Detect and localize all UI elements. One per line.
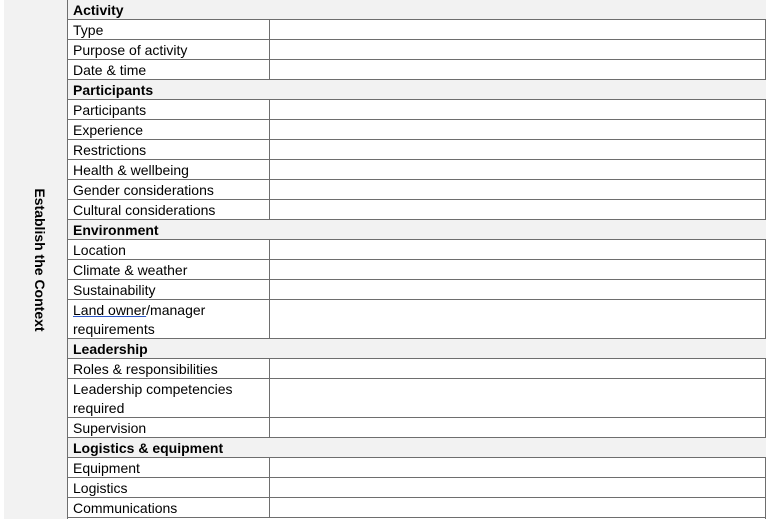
entry-cell[interactable] bbox=[270, 60, 766, 79]
table-row bbox=[68, 160, 766, 180]
row-label: Leadership competencies required bbox=[68, 379, 270, 417]
side-header-column bbox=[4, 0, 68, 519]
entry-cell[interactable] bbox=[270, 458, 766, 477]
entry-cell[interactable] bbox=[270, 40, 766, 59]
row-label: Gender considerations bbox=[68, 180, 270, 199]
row-label: Type bbox=[68, 20, 270, 39]
row-label: Logistics bbox=[68, 478, 270, 497]
row-label: Land owner/manager requirements bbox=[68, 300, 270, 338]
section-title: Activity bbox=[73, 2, 124, 18]
row-label: Roles & responsibilities bbox=[68, 359, 270, 378]
entry-cell[interactable] bbox=[270, 260, 766, 279]
entry-cell[interactable] bbox=[270, 478, 766, 497]
entry-cell[interactable] bbox=[270, 200, 766, 219]
table-row bbox=[68, 60, 766, 80]
entry-cell[interactable] bbox=[270, 180, 766, 199]
table-row bbox=[68, 300, 766, 339]
side-label: Establish the Context bbox=[32, 188, 48, 332]
table-row bbox=[68, 240, 766, 260]
entry-cell[interactable] bbox=[270, 300, 766, 338]
entry-cell[interactable] bbox=[270, 359, 766, 378]
table-row bbox=[68, 280, 766, 300]
table-row bbox=[68, 478, 766, 498]
entry-cell[interactable] bbox=[270, 100, 766, 119]
section-header-row bbox=[68, 339, 766, 359]
row-label: Communications bbox=[68, 498, 270, 517]
section-title: Logistics & equipment bbox=[73, 440, 224, 456]
table-row bbox=[68, 140, 766, 160]
row-label: Participants bbox=[68, 100, 270, 119]
table-row bbox=[68, 20, 766, 40]
row-label: Restrictions bbox=[68, 140, 270, 159]
row-label: Location bbox=[68, 240, 270, 259]
row-label: Date & time bbox=[68, 60, 270, 79]
entry-cell[interactable] bbox=[270, 379, 766, 417]
entry-cell[interactable] bbox=[270, 418, 766, 437]
section-header-row bbox=[68, 438, 766, 458]
row-label: Climate & weather bbox=[68, 260, 270, 279]
table-row bbox=[68, 498, 766, 518]
entry-cell[interactable] bbox=[270, 240, 766, 259]
table-row bbox=[68, 458, 766, 478]
table-row bbox=[68, 180, 766, 200]
table-row bbox=[68, 260, 766, 280]
section-title: Participants bbox=[73, 82, 154, 98]
section-header-row bbox=[68, 80, 766, 100]
section-header-row bbox=[68, 220, 766, 240]
table-row bbox=[68, 40, 766, 60]
entry-cell[interactable] bbox=[270, 280, 766, 299]
section-title: Leadership bbox=[73, 341, 148, 357]
table-row bbox=[68, 418, 766, 438]
row-label: Health & wellbeing bbox=[68, 160, 270, 179]
entry-cell[interactable] bbox=[270, 140, 766, 159]
entry-cell[interactable] bbox=[270, 160, 766, 179]
section-title: Environment bbox=[73, 222, 159, 238]
table-row bbox=[68, 120, 766, 140]
row-label: Experience bbox=[68, 120, 270, 139]
table-row bbox=[68, 200, 766, 220]
row-label: Supervision bbox=[68, 418, 270, 437]
entry-cell[interactable] bbox=[270, 120, 766, 139]
section-header-row bbox=[68, 0, 766, 20]
underlined-text: Land owner bbox=[73, 302, 147, 318]
row-label: Sustainability bbox=[68, 280, 270, 299]
entry-cell[interactable] bbox=[270, 20, 766, 39]
row-label: Cultural considerations bbox=[68, 200, 270, 219]
table-row bbox=[68, 379, 766, 418]
table-row bbox=[68, 359, 766, 379]
entry-cell[interactable] bbox=[270, 498, 766, 517]
table-row bbox=[68, 100, 766, 120]
row-label: Equipment bbox=[68, 458, 270, 477]
row-label: Purpose of activity bbox=[68, 40, 270, 59]
